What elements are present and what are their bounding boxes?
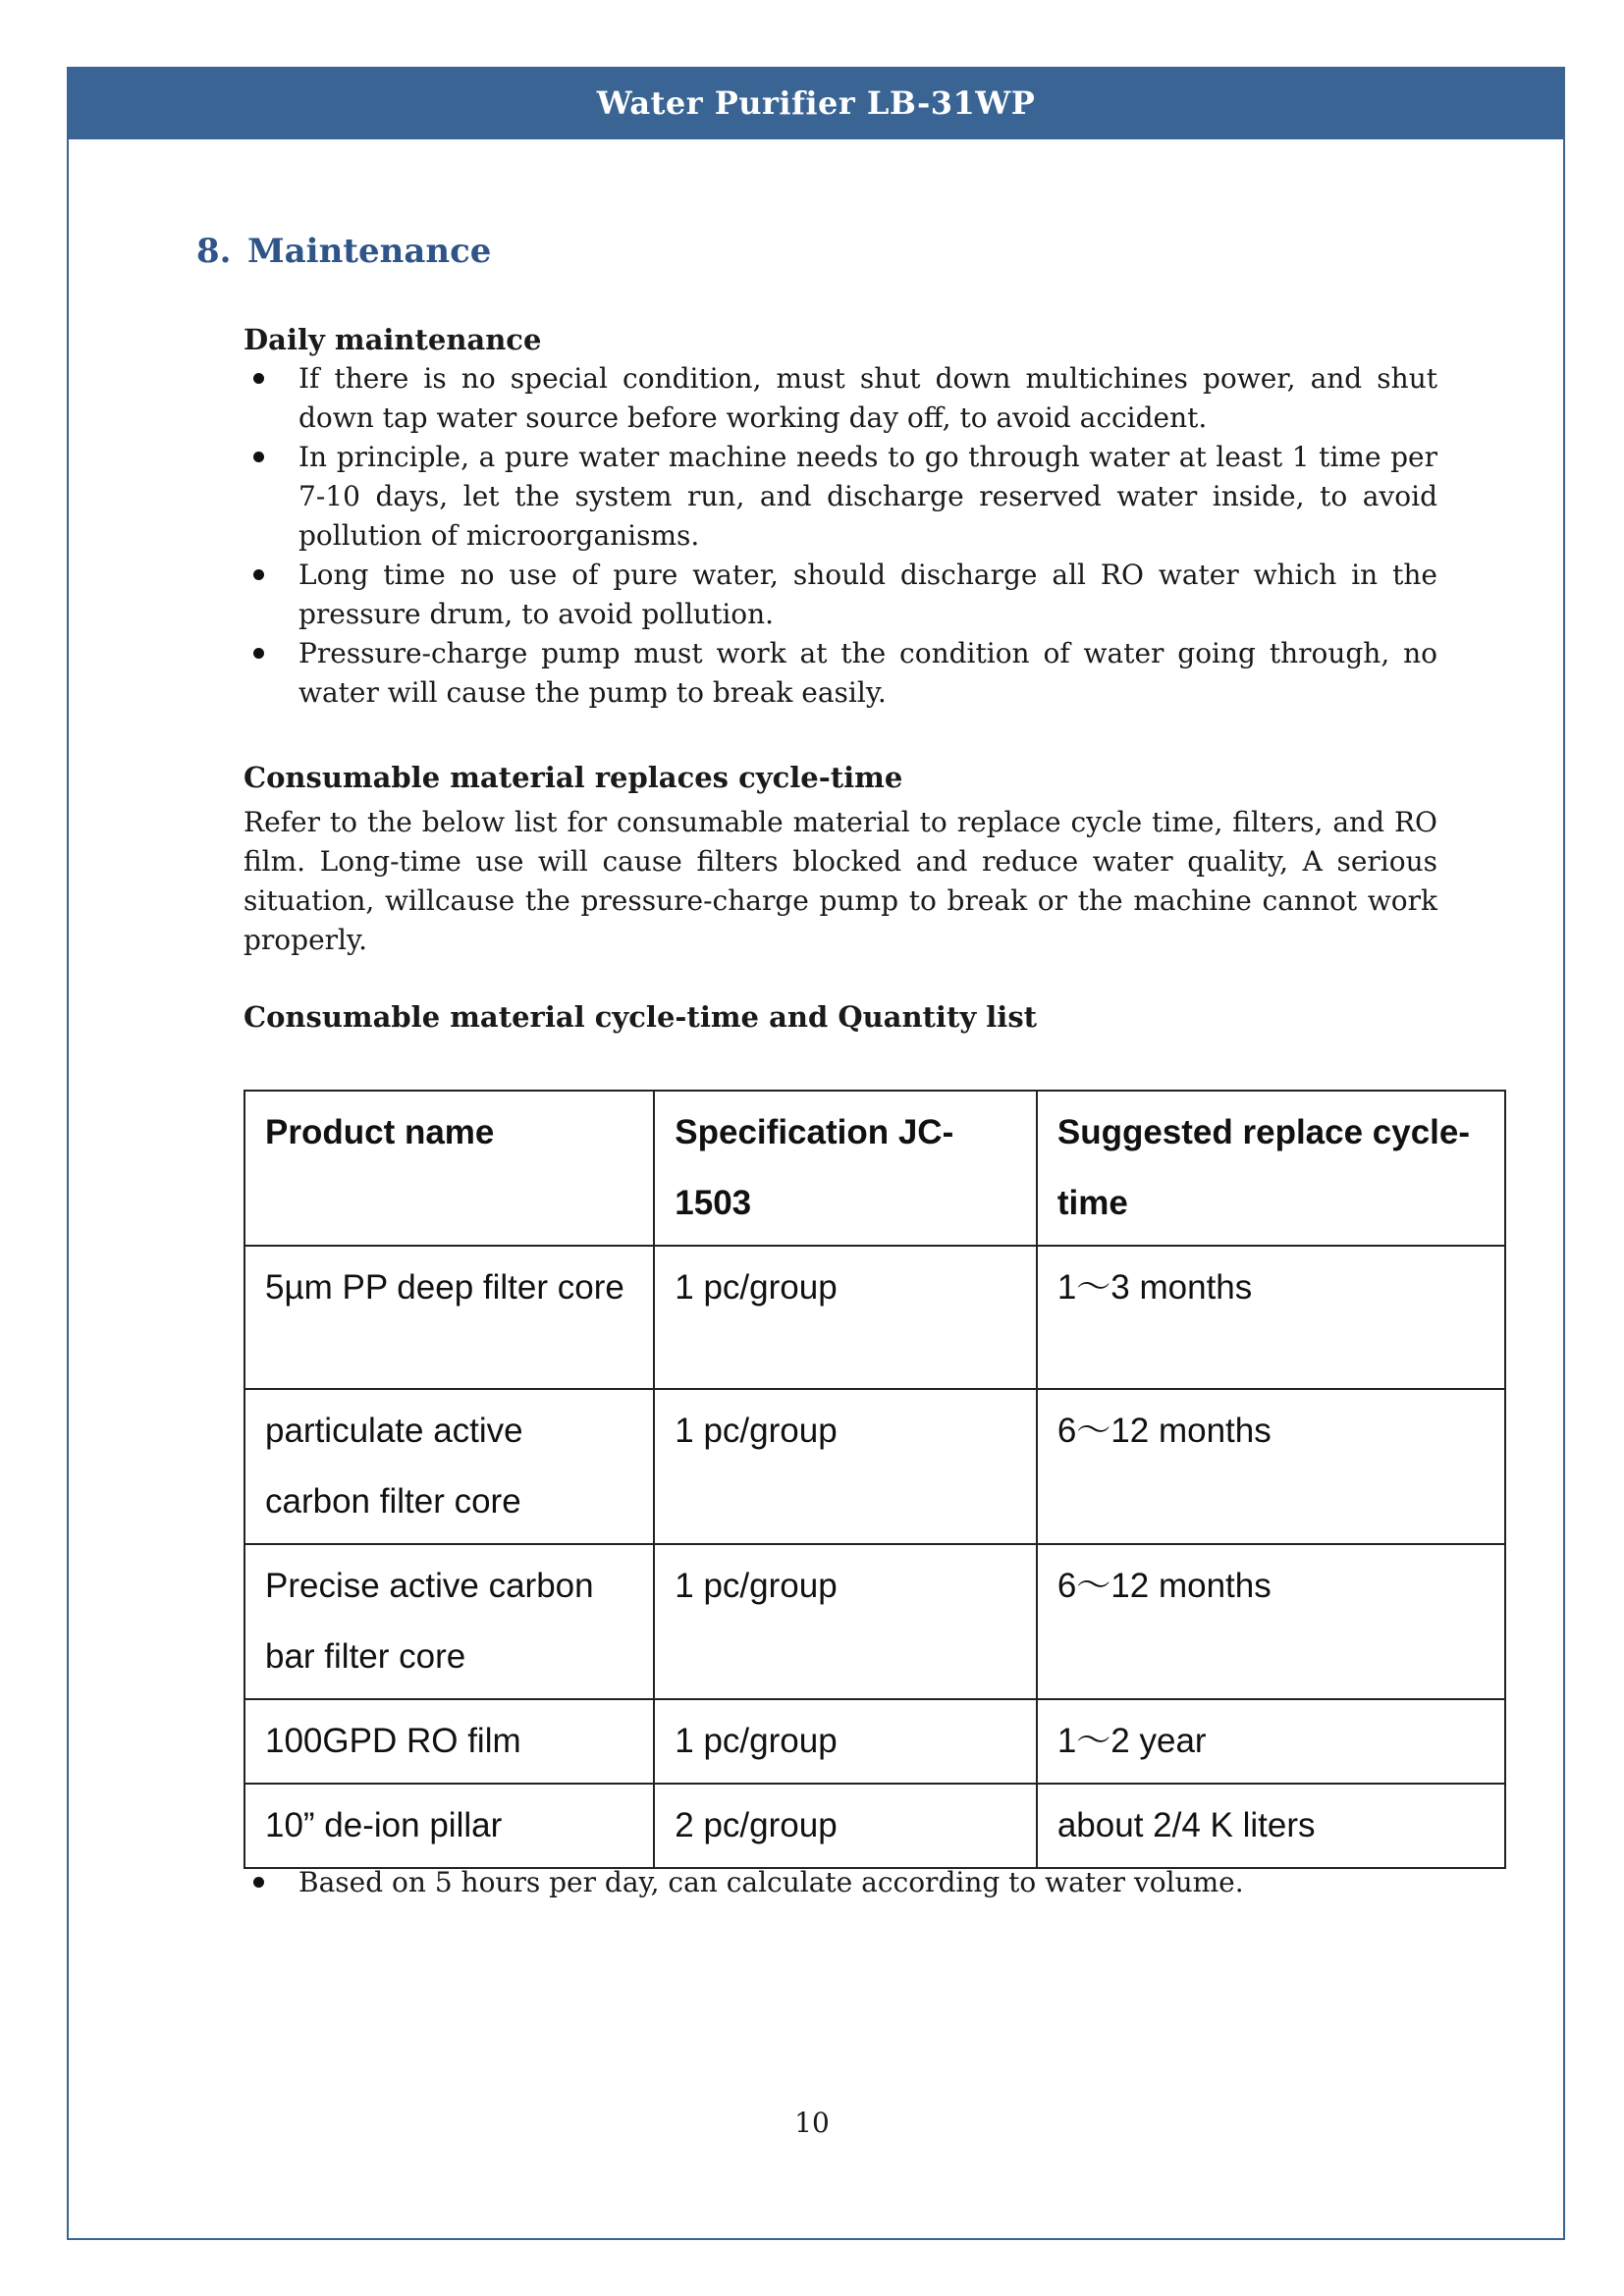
column-header-specification: Specification JC-1503: [654, 1091, 1037, 1246]
cell-product: particulate active carbon filter core: [244, 1389, 654, 1544]
table-row: [244, 1246, 1505, 1389]
cell-cycle-time: 6～12 months: [1037, 1389, 1505, 1544]
document-header: [67, 67, 1565, 139]
table-heading-block: [244, 997, 1437, 1037]
list-item-text: In principle, a pure water machine needs to go through water at least 1 time per 7-10 days, let the system run, and discharge reserved water inside, to avoid pollution of microorganisms.: [298, 441, 1437, 552]
bullet-icon: [253, 452, 264, 462]
daily-maintenance-heading: Daily maintenance: [244, 323, 542, 356]
list-item: [244, 556, 1437, 634]
cell-product: 100GPD RO film: [244, 1699, 654, 1784]
cell-specification: 1 pc/group: [654, 1699, 1037, 1784]
replace-cycle-block: [244, 758, 1437, 960]
column-header-product: Product name: [244, 1091, 654, 1246]
header-title: Water Purifier LB-31WP: [596, 84, 1036, 122]
daily-maintenance-list: [244, 359, 1437, 713]
cell-product: 5µm PP deep filter core: [244, 1246, 654, 1389]
replace-cycle-paragraph: Refer to the below list for consumable material to replace cycle time, filters, and RO film. Long-time use will cause filters blocked and reduce water quality, A serious situation, willcause the pressure-charge pump to break or the machine cannot work properly.: [244, 806, 1437, 956]
list-item-text: If there is no special condition, must shut down multichines power, and shut down tap water source before working day off, to avoid accident.: [298, 362, 1437, 434]
column-header-cycle-time: Suggested replace cycle-time: [1037, 1091, 1505, 1246]
list-item-text: Pressure-charge pump must work at the condition of water going through, no water will cause the pump to break easily.: [298, 637, 1437, 709]
replace-cycle-heading: Consumable material replaces cycle-time: [244, 761, 903, 794]
table-row: [244, 1389, 1505, 1544]
table-note-list: [244, 1863, 1437, 1902]
bullet-icon: [253, 648, 264, 659]
bullet-icon: [253, 1877, 264, 1888]
table-row: [244, 1699, 1505, 1784]
table-row: [244, 1784, 1505, 1868]
list-item-text: Long time no use of pure water, should discharge all RO water which in the pressure drum, to avoid pollution.: [298, 559, 1437, 630]
cell-specification: 1 pc/group: [654, 1544, 1037, 1699]
cell-product: Precise active carbon bar filter core: [244, 1544, 654, 1699]
section-number: 8.: [196, 232, 232, 271]
page-number: 10: [794, 2107, 830, 2139]
list-item: [244, 1863, 1437, 1902]
bullet-icon: [253, 373, 264, 384]
cell-specification: 2 pc/group: [654, 1784, 1037, 1868]
table-header-row: [244, 1091, 1505, 1246]
list-item: [244, 359, 1437, 438]
table-note-block: [244, 1863, 1437, 1902]
section-title-text: Maintenance: [247, 232, 492, 271]
cell-cycle-time: 6～12 months: [1037, 1544, 1505, 1699]
list-item: [244, 438, 1437, 556]
cell-cycle-time: 1～3 months: [1037, 1246, 1505, 1389]
consumables-table: [244, 1090, 1506, 1869]
section-title: [196, 232, 491, 271]
table-row: [244, 1544, 1505, 1699]
cell-specification: 1 pc/group: [654, 1246, 1037, 1389]
cell-cycle-time: 1～2 year: [1037, 1699, 1505, 1784]
cell-product: 10” de-ion pillar: [244, 1784, 654, 1868]
list-item: [244, 634, 1437, 713]
table-note-text: Based on 5 hours per day, can calculate according to water volume.: [298, 1866, 1244, 1898]
bullet-icon: [253, 569, 264, 580]
table-heading: Consumable material cycle-time and Quantity list: [244, 1000, 1038, 1034]
cell-cycle-time: about 2/4 K liters: [1037, 1784, 1505, 1868]
daily-maintenance-block: [244, 320, 1437, 713]
cell-specification: 1 pc/group: [654, 1389, 1037, 1544]
